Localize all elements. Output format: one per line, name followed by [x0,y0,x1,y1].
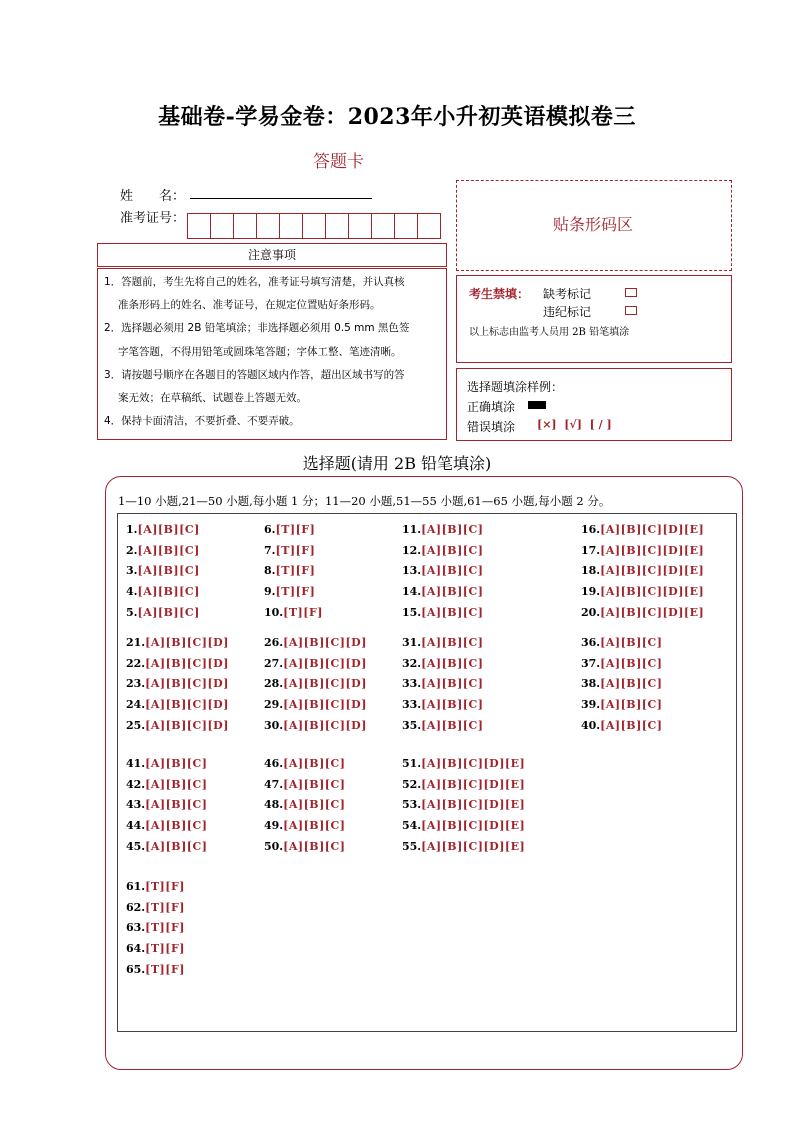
question-number: 19. [581,585,601,599]
answer-options[interactable]: [T][F] [275,543,316,557]
question-row[interactable] [402,544,483,557]
answer-options[interactable]: [A][B][C][D] [283,698,367,712]
question-row[interactable] [581,677,662,690]
question-number: 20. [581,605,601,619]
answer-options[interactable]: [A][B][C] [421,564,484,578]
answer-options[interactable]: [T][F] [145,880,185,893]
question-number: 63. [126,921,146,935]
id-label: 准考证号： [120,211,186,226]
question-number: 38. [581,677,601,691]
question-row[interactable] [402,798,525,811]
question-row[interactable] [402,657,483,670]
answer-options[interactable]: [A][B][C] [137,605,200,619]
question-number: 25. [126,718,146,732]
question-row[interactable] [581,606,704,619]
answer-options[interactable]: [T][F] [275,585,316,599]
question-row[interactable] [126,840,207,853]
question-row[interactable] [264,544,315,557]
ban-label: 考生禁填： [469,287,530,301]
question-number: 16. [581,523,601,536]
absent-mark-box[interactable] [625,288,637,297]
question-number: 50. [264,839,284,853]
question-number: 31. [402,636,422,649]
question-number: 32. [402,656,422,670]
wrong-fill-label: 错误填涂 [467,420,516,434]
question-row[interactable] [264,778,345,791]
question-number: 26. [264,636,284,649]
id-digit-box[interactable] [302,213,326,239]
answer-options[interactable]: [A][B][C][D][E] [421,798,526,812]
fill-example-box [456,368,732,441]
question-row[interactable] [264,757,345,770]
correct-fill-label: 正确填涂 [467,400,516,414]
answer-options[interactable]: [T][F] [145,921,185,935]
question-row[interactable] [402,757,525,770]
question-number: 55. [402,839,422,853]
question-row[interactable] [402,819,525,832]
question-number: 46. [264,757,284,770]
notice-line: 2．选择题必须用 2B 铅笔填涂；非选择题必须用 0.5 mm 黑色签 [104,322,410,334]
question-row[interactable] [126,677,229,690]
question-number: 41. [126,757,146,770]
question-number: 2. [126,543,138,557]
answer-options[interactable]: [A][B][C] [600,718,663,732]
id-digit-box[interactable] [348,213,372,239]
question-number: 21. [126,636,146,649]
answer-sheet-subtitle: 答题卡 [313,152,364,172]
answer-options[interactable]: [A][B][C] [283,839,346,853]
question-row[interactable] [402,636,483,649]
question-row[interactable] [402,585,483,598]
answer-options[interactable]: [A][B][C] [421,543,484,557]
question-number: 35. [402,718,422,732]
id-digit-box[interactable] [325,213,349,239]
violation-mark-box[interactable] [625,306,637,315]
question-number: 36. [581,636,601,649]
question-number: 49. [264,819,284,833]
answer-options[interactable]: [A][B][C][D][E] [600,543,705,557]
notice-line: 3．请按题号顺序在各题目的答题区域内作答，超出区域书写的答 [104,369,405,381]
id-digit-box[interactable] [371,213,395,239]
question-row[interactable] [402,698,483,711]
question-number: 47. [264,777,284,791]
answer-options[interactable]: [A][B][C][D] [145,718,229,732]
answer-options[interactable]: [A][B][C] [137,585,200,599]
question-number: 54. [402,819,422,833]
notice-line: 字笔答题，不得用铅笔或圆珠笔答题；字体工整、笔迹清晰。 [118,346,402,358]
answer-options[interactable]: [A][B][C] [145,777,208,791]
answer-options[interactable]: [A][B][C][D] [283,656,367,670]
question-row[interactable] [581,523,704,536]
answer-options[interactable]: [A][B][C] [600,656,663,670]
question-row[interactable] [402,840,525,853]
question-number: 29. [264,698,284,712]
answer-options[interactable]: [A][B][C] [145,757,208,770]
answer-options[interactable]: [A][B][C][D][E] [600,605,705,619]
question-number: 12. [402,543,422,557]
question-number: 28. [264,677,284,691]
answer-options[interactable]: [A][B][C][D][E] [600,523,705,536]
answer-options[interactable]: [A][B][C] [145,819,208,833]
question-row[interactable] [126,523,200,536]
question-number: 42. [126,777,146,791]
answer-options[interactable]: [T][F] [145,942,185,956]
answer-options[interactable]: [A][B][C][D][E] [600,564,705,578]
question-row[interactable] [126,719,229,732]
question-number: 40. [581,718,601,732]
question-number: 53. [402,798,422,812]
question-row[interactable] [126,921,185,934]
question-number: 62. [126,900,146,914]
answer-options[interactable]: [T][F] [145,900,185,914]
id-digit-box[interactable] [233,213,257,239]
question-number: 61. [126,880,146,893]
question-row[interactable] [126,606,200,619]
answer-options[interactable]: [A][B][C][D] [145,677,229,691]
question-row[interactable] [402,564,483,577]
id-digit-box[interactable] [394,213,418,239]
answer-options[interactable]: [A][B][C] [600,677,663,691]
question-row[interactable] [126,698,229,711]
answer-options[interactable]: [A][B][C] [137,543,200,557]
answer-options[interactable]: [A][B][C] [421,656,484,670]
question-row[interactable] [402,677,483,690]
question-row[interactable] [264,698,367,711]
wrong-fill-marks: [×] [√] [ / ] [537,418,612,431]
question-number: 51. [402,757,422,770]
question-row[interactable] [264,564,315,577]
correct-fill-mark [528,401,546,409]
question-row[interactable] [126,544,200,557]
question-number: 52. [402,777,422,791]
answer-options[interactable]: [A][B][C] [421,523,484,536]
question-number: 33. [402,698,422,712]
answer-options[interactable]: [A][B][C] [145,839,208,853]
question-row[interactable] [581,585,704,598]
question-number: 4. [126,585,138,599]
question-number: 48. [264,798,284,812]
question-number: 8. [264,564,276,578]
answer-options[interactable]: [A][B][C][D] [283,718,367,732]
question-number: 45. [126,839,146,853]
question-row[interactable] [126,778,207,791]
barcode-label: 贴条形码区 [552,215,633,234]
question-number: 3. [126,564,138,578]
question-row[interactable] [581,698,662,711]
question-row[interactable] [581,544,704,557]
question-number: 65. [126,962,146,976]
question-number: 37. [581,656,601,670]
proctor-only-box [456,275,732,363]
answer-options[interactable]: [A][B][C][D] [283,677,367,691]
answer-options[interactable]: [A][B][C] [600,698,663,712]
answer-options[interactable]: [A][B][C][D][E] [421,839,526,853]
question-row[interactable] [581,564,704,577]
question-number: 10. [264,605,284,619]
question-row[interactable] [264,798,345,811]
question-number: 24. [126,698,146,712]
answer-options[interactable]: [A][B][C] [283,798,346,812]
question-row[interactable] [264,819,345,832]
answer-options[interactable]: [T][F] [275,523,316,536]
id-digit-box[interactable] [187,213,211,239]
question-row[interactable] [264,657,367,670]
answer-options[interactable]: [A][B][C][D][E] [421,819,526,833]
question-row[interactable] [126,880,185,893]
notice-box [97,268,447,440]
question-row[interactable] [126,564,200,577]
question-row[interactable] [264,636,367,649]
question-row[interactable] [264,677,367,690]
example-title: 选择题填涂样例： [467,380,564,394]
question-number: 64. [126,942,146,956]
question-row[interactable] [264,606,323,619]
answer-options[interactable]: [A][B][C][D] [145,698,229,712]
answer-options[interactable]: [A][B][C] [421,605,484,619]
question-number: 23. [126,677,146,691]
answer-options[interactable]: [A][B][C] [145,798,208,812]
question-row[interactable] [126,942,185,955]
question-number: 22. [126,656,146,670]
question-number: 6. [264,523,276,536]
question-row[interactable] [581,719,662,732]
question-row[interactable] [264,585,315,598]
question-number: 9. [264,585,276,599]
question-number: 15. [402,605,422,619]
violation-label: 违纪标记 [543,305,592,319]
answer-options[interactable]: [T][F] [145,962,185,976]
question-row[interactable] [126,657,229,670]
notice-line: 案无效；在草稿纸、试题卷上答题无效。 [118,392,307,404]
answer-options[interactable]: [A][B][C][D][E] [421,757,526,770]
notice-line: 4．保持卡面清洁，不要折叠、不要弄破。 [104,415,300,427]
question-row[interactable] [126,585,200,598]
answer-options[interactable]: [A][B][C] [283,819,346,833]
answer-options[interactable]: [A][B][C][D][E] [421,777,526,791]
question-number: 27. [264,656,284,670]
question-row[interactable] [126,963,185,976]
answer-options[interactable]: [A][B][C] [137,564,200,578]
question-number: 18. [581,564,601,578]
notice-line: 1．答题前，考生先将自己的姓名，准考证号填写清楚，并认真核 [104,276,405,288]
answer-options[interactable]: [A][B][C] [283,777,346,791]
answer-options[interactable]: [A][B][C] [283,757,346,770]
question-number: 13. [402,564,422,578]
absent-label: 缺考标记 [543,287,592,301]
answer-options[interactable]: [T][F] [275,564,316,578]
answer-options[interactable]: [A][B][C] [421,677,484,691]
answer-options[interactable]: [A][B][C][D][E] [600,585,705,599]
question-number: 43. [126,798,146,812]
question-row[interactable] [126,901,185,914]
question-number: 5. [126,605,138,619]
question-row[interactable] [402,719,483,732]
id-digit-box[interactable] [256,213,280,239]
question-row[interactable] [402,778,525,791]
notice-line: 准条形码上的姓名、准考证号，在规定位置贴好条形码。 [118,299,381,311]
id-digit-box[interactable] [210,213,234,239]
answer-options[interactable]: [T][F] [283,605,323,619]
question-row[interactable] [126,819,207,832]
question-number: 7. [264,543,276,557]
question-row[interactable] [402,523,483,536]
question-row[interactable] [264,523,315,536]
notice-heading: 注意事项 [97,243,447,267]
question-row[interactable] [126,757,207,770]
question-row[interactable] [581,636,662,649]
answer-options[interactable]: [A][B][C] [421,636,484,649]
section-title: 选择题(请用 2B 铅笔填涂) [302,454,492,473]
answer-options[interactable]: [A][B][C] [421,585,484,599]
id-digit-box[interactable] [279,213,303,239]
scoring-note: 1—10 小题,21—50 小题,每小题 1 分；11—20 小题,51—55 小题,61—65 小题,每小题 2 分。 [118,494,611,508]
question-row[interactable] [402,606,483,619]
name-label: 姓 名： [120,189,186,204]
name-field[interactable] [190,198,372,199]
question-row[interactable] [126,636,229,649]
question-number: 33. [402,677,422,691]
question-number: 14. [402,585,422,599]
answer-options[interactable]: [A][B][C] [600,636,663,649]
question-number: 1. [126,523,138,536]
answer-options[interactable]: [A][B][C][D] [145,656,229,670]
question-number: 17. [581,543,601,557]
question-number: 44. [126,819,146,833]
question-row[interactable] [264,719,367,732]
question-row[interactable] [264,840,345,853]
page-title: 基础卷-学易金卷：2023年小升初英语模拟卷三 [158,104,636,130]
answer-options[interactable]: [A][B][C][D] [283,636,367,649]
ban-note: 以上标志由监考人员用 2B 铅笔填涂 [469,327,630,338]
id-digit-box[interactable] [417,213,441,239]
question-number: 30. [264,718,284,732]
question-number: 39. [581,698,601,712]
id-number-boxes[interactable] [187,213,440,239]
answer-options[interactable]: [A][B][C] [421,718,484,732]
answer-options[interactable]: [A][B][C] [421,698,484,712]
question-number: 11. [402,523,422,536]
question-row[interactable] [126,798,207,811]
answer-options[interactable]: [A][B][C][D] [145,636,229,649]
question-row[interactable] [581,657,662,670]
answer-options[interactable]: [A][B][C] [137,523,200,536]
